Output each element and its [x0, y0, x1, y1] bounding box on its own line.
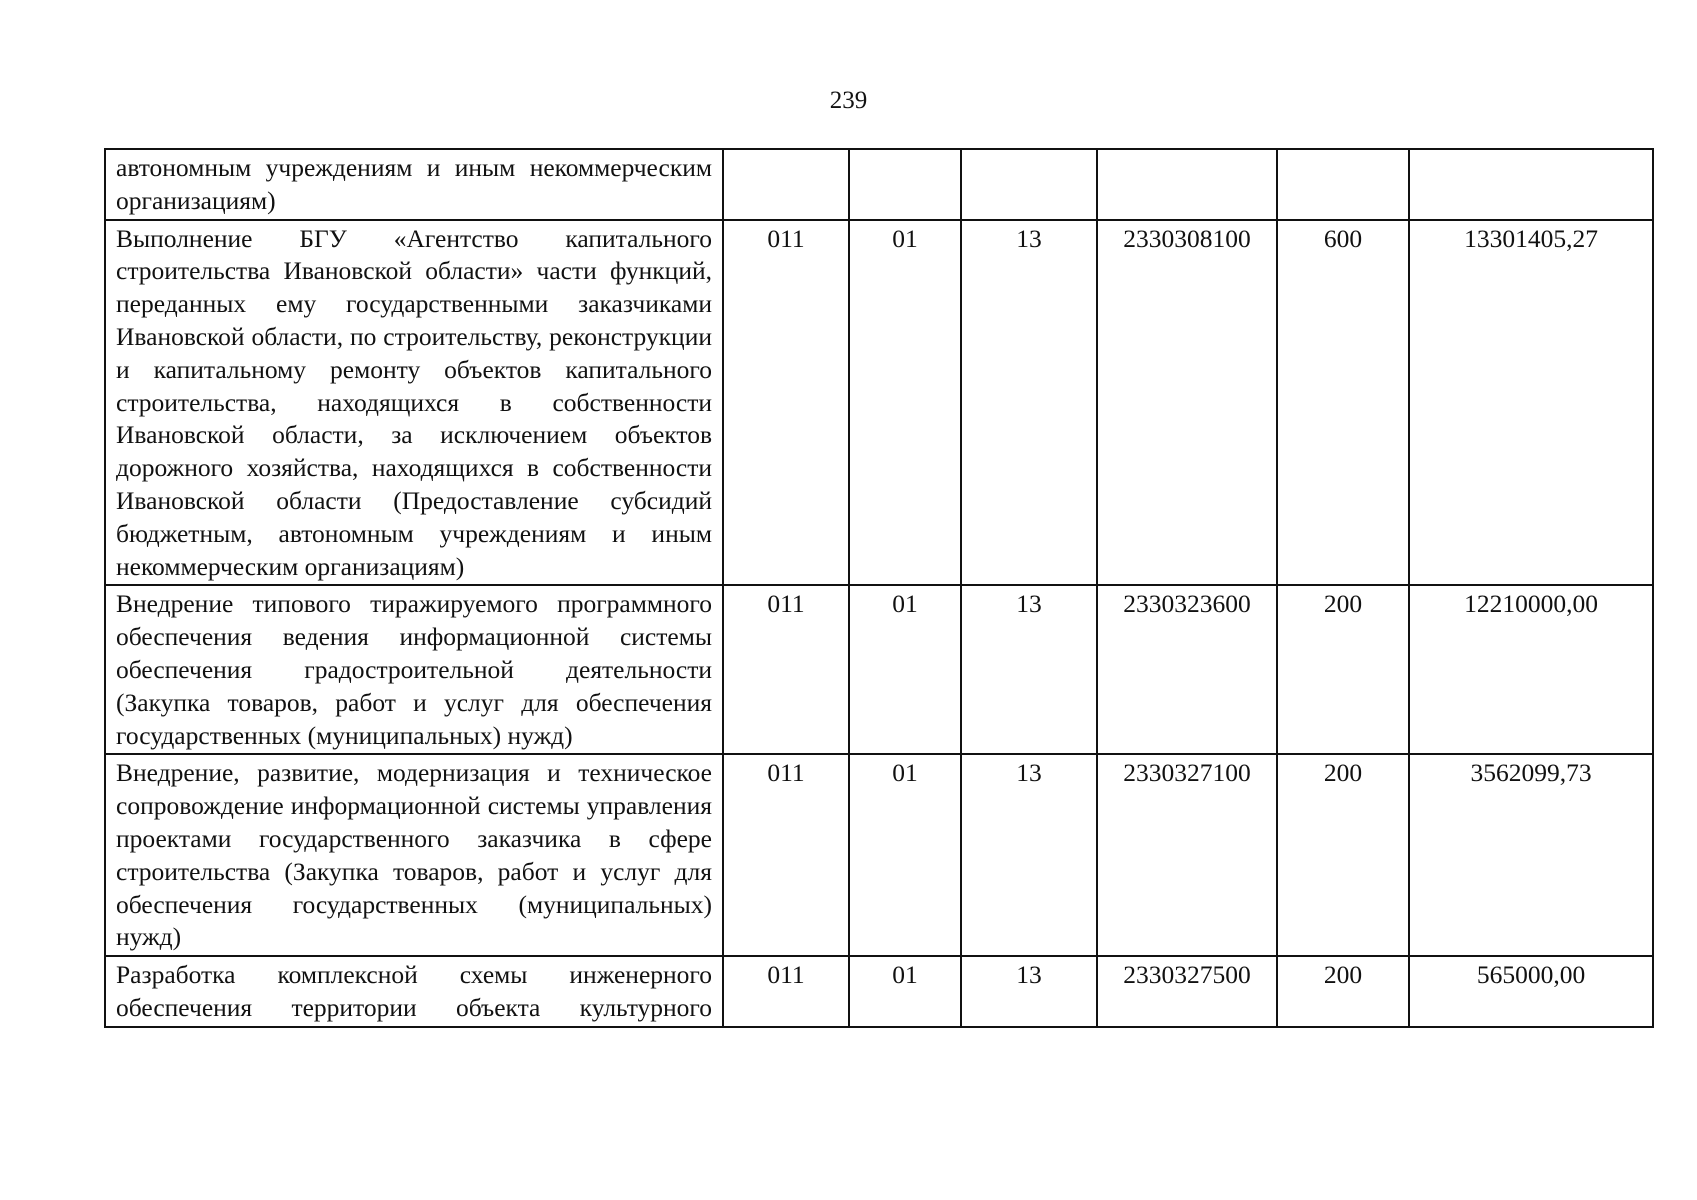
amount-cell: 565000,00 — [1409, 956, 1653, 1027]
ministry-code-cell: 011 — [723, 585, 849, 754]
amount-cell — [1409, 149, 1653, 220]
section-code-cell: 01 — [849, 585, 961, 754]
section-code-cell: 01 — [849, 956, 961, 1027]
amount-cell: 3562099,73 — [1409, 754, 1653, 956]
amount-cell: 12210000,00 — [1409, 585, 1653, 754]
row-description: автономным учреждениям и иным некоммерческим организациям) — [105, 149, 723, 220]
table-row — [105, 585, 1653, 754]
subsection-code-cell: 13 — [961, 220, 1097, 586]
expense-type-cell: 200 — [1277, 754, 1409, 956]
table-row — [105, 754, 1653, 956]
row-description: Разработка комплексной схемы инженерного обеспечения территории объекта культурного — [105, 956, 723, 1027]
expense-type-cell: 200 — [1277, 585, 1409, 754]
subsection-code-cell: 13 — [961, 585, 1097, 754]
table-row — [105, 220, 1653, 586]
expense-type-cell: 600 — [1277, 220, 1409, 586]
subsection-code-cell: 13 — [961, 754, 1097, 956]
table-row — [105, 149, 1653, 220]
subsection-code-cell — [961, 149, 1097, 220]
target-article-cell: 2330327500 — [1097, 956, 1277, 1027]
row-description: Внедрение, развитие, модернизация и техническое сопровождение информационной системы управления проектами государственного заказчика в сфере строительства (Закупка товаров, работ и услуг для обеспечения государственных (муниципальных) нужд) — [105, 754, 723, 956]
target-article-cell: 2330327100 — [1097, 754, 1277, 956]
amount-cell: 13301405,27 — [1409, 220, 1653, 586]
ministry-code-cell: 011 — [723, 754, 849, 956]
ministry-code-cell: 011 — [723, 956, 849, 1027]
row-description: Выполнение БГУ «Агентство капитального строительства Ивановской области» части функций, переданных ему государственными заказчиками Ивановской области, по строительству, реконструкции и капитальному ремонту объектов капитального строительства, находящихся в собственности Ивановской области, за исключением объектов дорожного хозяйства, находящихся в собственности Ивановской области (Предоставление субсидий бюджетным, автономным учреждениям и иным некоммерческим организациям) — [105, 220, 723, 586]
section-code-cell: 01 — [849, 754, 961, 956]
page-number: 239 — [829, 87, 868, 114]
target-article-cell: 2330323600 — [1097, 585, 1277, 754]
section-code-cell — [849, 149, 961, 220]
expense-type-cell: 200 — [1277, 956, 1409, 1027]
budget-table — [104, 148, 1654, 1028]
ministry-code-cell: 011 — [723, 220, 849, 586]
target-article-cell — [1097, 149, 1277, 220]
section-code-cell: 01 — [849, 220, 961, 586]
expense-type-cell — [1277, 149, 1409, 220]
target-article-cell: 2330308100 — [1097, 220, 1277, 586]
table-row — [105, 956, 1653, 1027]
row-description: Внедрение типового тиражируемого программного обеспечения ведения информационной системы обеспечения градостроительной деятельности (Закупка товаров, работ и услуг для обеспечения государственных (муниципальных) нужд) — [105, 585, 723, 754]
subsection-code-cell: 13 — [961, 956, 1097, 1027]
ministry-code-cell — [723, 149, 849, 220]
